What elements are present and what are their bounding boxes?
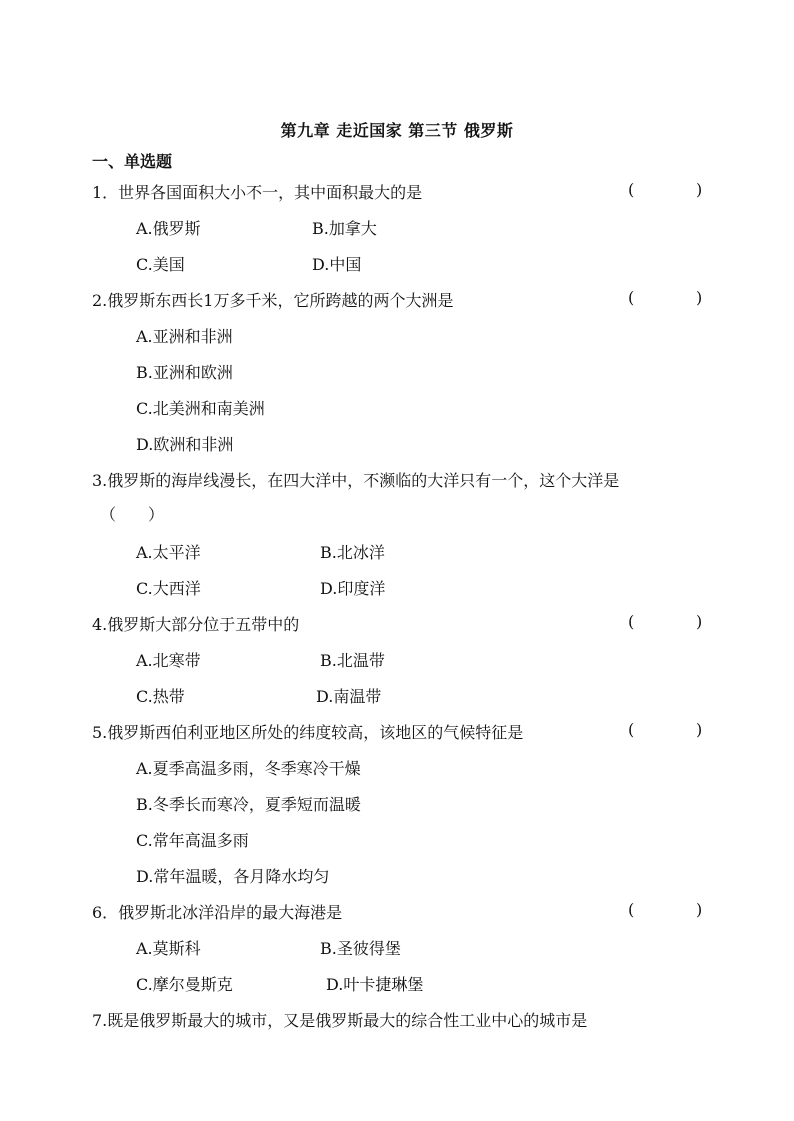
question-1-stem: 1．世界各国面积大小不一，其中面积最大的是 — [92, 183, 423, 202]
question-1-option-c[interactable]: C.美国 — [136, 255, 185, 274]
question-3-option-b[interactable]: B.北冰洋 — [320, 543, 385, 562]
paren-close: ) — [696, 720, 703, 739]
question-1-option-a[interactable]: A.俄罗斯 — [136, 219, 201, 238]
question-6-option-d[interactable]: D.叶卡捷琳堡 — [326, 975, 424, 994]
question-4-option-c[interactable]: C.热带 — [136, 687, 185, 706]
question-6-option-b[interactable]: B.圣彼得堡 — [320, 939, 401, 958]
question-2-option-a[interactable]: A.亚洲和非洲 — [136, 327, 233, 346]
question-3-option-c[interactable]: C.大西洋 — [136, 579, 201, 598]
question-6-option-c[interactable]: C.摩尔曼斯克 — [136, 975, 233, 994]
page-title: 第九章 走近国家 第三节 俄罗斯 — [280, 121, 514, 140]
question-3-answer-blank[interactable]: （ ） — [100, 505, 165, 524]
paren-close: ) — [696, 900, 703, 919]
question-4-stem: 4.俄罗斯大部分位于五带中的 — [92, 615, 300, 634]
question-4-option-b[interactable]: B.北温带 — [320, 651, 385, 670]
question-3-option-a[interactable]: A.太平洋 — [136, 543, 201, 562]
question-2-option-c[interactable]: C.北美洲和南美洲 — [136, 399, 265, 418]
paren-open: ( — [628, 180, 635, 199]
paren-close: ) — [696, 180, 703, 199]
question-5-option-b[interactable]: B.冬季长而寒冷，夏季短而温暖 — [136, 795, 361, 814]
paren-open: ( — [628, 612, 635, 631]
question-5-option-c[interactable]: C.常年高温多雨 — [136, 831, 249, 850]
question-6-option-a[interactable]: A.莫斯科 — [136, 939, 201, 958]
question-1-option-d[interactable]: D.中国 — [312, 255, 362, 274]
paren-open: ( — [628, 900, 635, 919]
question-6-stem: 6．俄罗斯北冰洋沿岸的最大海港是 — [92, 903, 343, 922]
question-5-option-a[interactable]: A.夏季高温多雨，冬季寒冷干燥 — [136, 759, 361, 778]
question-3-stem: 3.俄罗斯的海岸线漫长，在四大洋中，不濒临的大洋只有一个，这个大洋是 — [92, 471, 620, 490]
question-2-stem: 2.俄罗斯东西长1万多千米，它所跨越的两个大洲是 — [92, 291, 454, 310]
question-3-option-d[interactable]: D.印度洋 — [320, 579, 386, 598]
question-1-option-b[interactable]: B.加拿大 — [312, 219, 377, 238]
question-4-option-d[interactable]: D.南温带 — [316, 687, 382, 706]
paren-open: ( — [628, 720, 635, 739]
question-5-option-d[interactable]: D.常年温暖，各月降水均匀 — [136, 867, 330, 886]
question-4-option-a[interactable]: A.北寒带 — [136, 651, 201, 670]
paren-close: ) — [696, 288, 703, 307]
section-heading: 一、单选题 — [92, 152, 173, 171]
question-2-option-d[interactable]: D.欧洲和非洲 — [136, 435, 234, 454]
question-2-option-b[interactable]: B.亚洲和欧洲 — [136, 363, 233, 382]
paren-open: ( — [628, 288, 635, 307]
paren-close: ) — [696, 612, 703, 631]
question-7-stem: 7.既是俄罗斯最大的城市，又是俄罗斯最大的综合性工业中心的城市是 — [92, 1011, 588, 1030]
question-5-stem: 5.俄罗斯西伯利亚地区所处的纬度较高，该地区的气候特征是 — [92, 723, 524, 742]
